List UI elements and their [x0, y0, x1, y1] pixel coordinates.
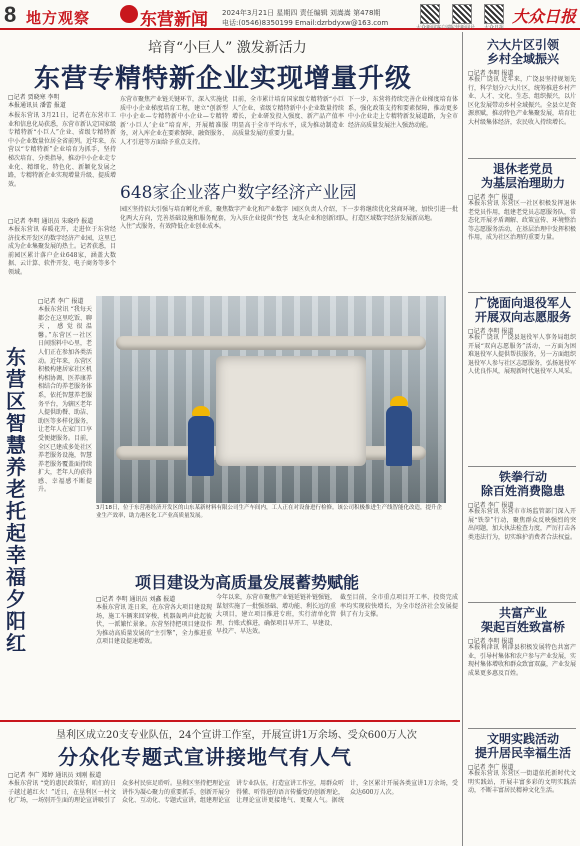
elder-byline: □记者 李广 报道 [38, 298, 84, 305]
brief-divider [468, 466, 576, 467]
lead-body-col3: 目前，全市累计培育国家级专精特新“小巨人”企业、省级专精特新中小企业数量持续增长，企业研发投入强度、新产品产值率明显高于全市平均水平，成为推动制造业高质量发展的重要力量。 [232, 96, 344, 138]
brief-title: 铁拳行动 除百姓消费隐患 [480, 470, 565, 498]
brief-divider [468, 728, 576, 729]
digital-headline: 648家企业落户数字经济产业园 [120, 183, 357, 203]
brief-byline: □记者 李广 报道 [468, 502, 514, 509]
lead-byline: □记者 贾晓寒 李明 本报通讯员 潘蕾 报道 [8, 94, 66, 109]
elder-body: 本报东营讯 “我每天都会在这里吃饭、聊天，感觉很温馨。”东营区一社区日间照料中心里，老人们正在参加各类活动。近年来，东营区积极构建居家社区机构相协调、医养康养相结合的养老服务体系，依托智慧养老服务平台，为辖区老年人提供助餐、助洁、助医等多样化服务，让老年人在家门口享受便捷服务。目前，全区已建成多处社区养老服务设施，智慧养老服务覆盖面持续扩大，老年人的获得感、幸福感不断提升。 [38, 306, 93, 494]
brief-body: 本报广饶讯 近年来，广饶县坚持规划先行，科学划分六大片区，统筹推进乡村产业、人才、文化、生态、组织振兴，以片区化发展带动乡村全域振兴。全县立足资源禀赋，推动特色产业集聚发展，培育壮大村级集体经济，农民收入持续增长。 [468, 76, 577, 126]
brand-logo: 大众日报 [512, 7, 577, 26]
qr-label: 东营新闻号 [450, 25, 476, 31]
brief-byline: □记者 李明 报道 [468, 70, 514, 77]
brief-divider [468, 602, 576, 603]
township-headline: 分众化专题式宣讲接地气有人气 [58, 745, 352, 769]
edition-meta: 2024年3月21日 星期四 责任编辑 刘嵩嵩 第478期 [222, 9, 381, 17]
project-body-col2: 今年以来，东营市聚焦产业链延链补链强链，谋划实施了一批强基础、增功能、利长远的重大项目，建立项目推进专班，实行清单化管理、台账式推进，确保项目早开工、早建设、早投产、早达效。 [216, 594, 337, 636]
digital-body-col1: 本报东营讯 春暖花开，走进位于东营经济技术开发区的数字经济产业园，这里已成为企业集聚发展的热土。记者获悉，目前园区累计落户企业648家，涵盖大数据、云计算、软件开发、电子商务等多个领域。 [8, 226, 117, 276]
lead-body-col1: 本报东营讯 3月21日，记者在东营市工业和信息化局获悉，东营市新认定国家级专精特新“小巨人”企业、省级专精特新中小企业数量位居全省前列。近年来，东营以“专精特新”企业培育为抓手，坚持梯次培育、分类指导，推动中小企业走专业化、精细化、特色化、新颖化发展之路，专精特新企业实现增量升级、提质增效。 [8, 112, 117, 188]
project-body-col1: 本报东营讯 连日来，在东营各大项目建设现场，施工车辆来回穿梭，机器轰鸣声此起彼伏，一派繁忙景象。东营坚持把项目建设作为推动高质量发展的“主引擎”，全力推进重点项目建设提速增效。 [96, 604, 212, 646]
project-body-col3: 截至目前，全市重点项目开工率、投资完成率均实现较快增长，为全市经济社会发展提供了有力支撑。 [340, 594, 458, 619]
brief-body: 本报东营讯 东营区一社区积极发挥退休老党员作用，组建老党员志愿服务队，常态化开展矛盾调解、政策宣传、环境整治等志愿服务活动，在基层治理中发挥积极作用，成为社区治理的重要力量。 [468, 200, 577, 242]
brief-byline: □记者 李明 报道 [468, 638, 514, 645]
digital-body-col2: 园区坚持招大引强与培育孵化并重，聚焦数字产业化和产业数字化两大方向，完善基础设施和服务配套，为入驻企业提供“拎包入住”式服务，有效降低企业创业成本。 [120, 206, 289, 231]
qr-code-icon [484, 4, 504, 24]
helmet-shape [390, 396, 408, 406]
brief-body: 本报东营讯 东营市市场监管部门深入开展“铁拳”行动，聚焦群众反映强烈的突出问题，加大执法检查力度，严厉打击各类违法行为，切实维护消费者合法权益。 [468, 508, 577, 541]
edition-contact: 电话:(0546)8350199 Email:dzrbdyxw@163.com [222, 19, 389, 27]
qr-code-icon [452, 4, 472, 24]
factory-photo [96, 296, 446, 503]
township-body: 本报东营讯 “党的惠民政策好，咱们的日子越过越红火！”近日，在垦利区一村文化广场，一场别开生面的理论宣讲吸引了众多村民驻足聆听。垦利区坚持把理论宣讲作为凝心聚力的重要抓手，创新开展分众化、互动化、专题式宣讲，组建理论宣讲专业队伍，打造宣讲工作室，用群众听得懂、听得进的语言传播党的创新理论，让理论宣讲更接地气、更聚人气。据统计，全区累计开展各类宣讲1万余场，受众达600万人次。 [8, 780, 458, 805]
newspaper-logo-icon [120, 5, 138, 23]
brief-divider [468, 292, 576, 293]
pipe-shape [116, 336, 426, 350]
photo-caption: 3月18日，位于东营港经济开发区的山东某新材料有限公司生产车间内，工人正在对设备进行检修。该公司积极推进生产线智能化改造，提升企业生产效率，助力港区化工产业高质量发展。 [96, 505, 443, 519]
brief-title: 广饶面向退役军人 开展双向志愿服务 [474, 296, 571, 324]
brief-body: 本报利津讯 利津县积极发展特色共富产业，引导村集体和农户参与产业发展，实现村集体增收和群众致富双赢，产业发展成果更多惠及百姓。 [468, 644, 577, 677]
brief-byline: □记者 李广 报道 [468, 194, 514, 201]
masthead [0, 0, 580, 30]
brief-title: 文明实践活动 提升居民幸福生活 [474, 732, 571, 760]
machine-shape [216, 356, 366, 466]
digital-byline: □记者 李明 通讯员 朱晓玲 报道 [8, 218, 94, 225]
brief-divider [468, 158, 576, 159]
township-byline: □记者 李广 郑婷 通讯员 刘刚 报道 [8, 772, 102, 779]
brief-byline: □记者 李明 报道 [468, 328, 514, 335]
digital-body-col3: 园区负责人介绍，下一步将继续优化营商环境，加快引进一批龙头企业和创新团队，打造区域数字经济发展新高地。 [292, 206, 458, 222]
helmet-shape [192, 406, 210, 416]
brief-body: 本报广饶讯 广饶县退役军人事务局组织开展“双向志愿服务”活动，一方面为困难退役军人提供帮扶服务，另一方面组织退役军人参与社区志愿服务，弘扬退役军人优良作风，展现新时代退役军人风采。 [468, 334, 577, 376]
brief-title: 退休老党员 为基层治理助力 [480, 162, 565, 190]
township-kicker: 垦利区成立20支专业队伍，24个宣讲工作室，开展宣讲1万余场、受众600万人次 [56, 730, 417, 741]
project-byline: □记者 李明 通讯员 刘鑫 报道 [96, 596, 176, 603]
edition-name: 东营新闻 [140, 10, 208, 30]
column-divider [462, 32, 463, 846]
brief-byline: □记者 李广 报道 [468, 764, 514, 771]
brief-title: 六大片区引领 乡村全域振兴 [486, 38, 559, 66]
page-number: 8 [4, 2, 17, 27]
section-name: 地方观察 [26, 9, 91, 27]
elder-vertical-title: 东营区智慧养老托起幸福夕阳红 [6, 345, 26, 655]
project-headline: 项目建设为高质量发展蓄势赋能 [135, 573, 360, 592]
qr-label: 大众新闻客户端 [416, 25, 452, 31]
worker-figure [386, 406, 412, 466]
worker-figure [188, 416, 214, 476]
qr-label: 大众日报 [484, 25, 505, 31]
lead-headline: 东营专精特新企业实现增量升级 [34, 64, 413, 94]
lead-body-col4: 下一步，东营将持续完善企业梯度培育体系，强化政策支持和要素保障，推动更多中小企业走上专精特新发展道路，为全市经济高质量发展注入强劲动能。 [348, 96, 458, 129]
section-divider [0, 720, 460, 722]
brief-body: 本报东营讯 东营区一街道依托新时代文明实践站，开展丰富多彩的文明实践活动，不断丰富居民精神文化生活。 [468, 770, 576, 795]
brief-title: 共富产业 架起百姓致富桥 [480, 606, 565, 634]
qr-code-icon [420, 4, 440, 24]
lead-kicker: 培育“小巨人” 激发新活力 [148, 40, 307, 56]
lead-body-col2: 东营市聚焦产业链关键环节，深入实施优质中小企业梯度培育工程，建立“创新型中小企业—专精特新中小企业—专精特新‘小巨人’企业”培育库，开展精准服务，对入库企业在要素保障、融资服务、人才引进等方面给予重点支持。 [120, 96, 229, 146]
